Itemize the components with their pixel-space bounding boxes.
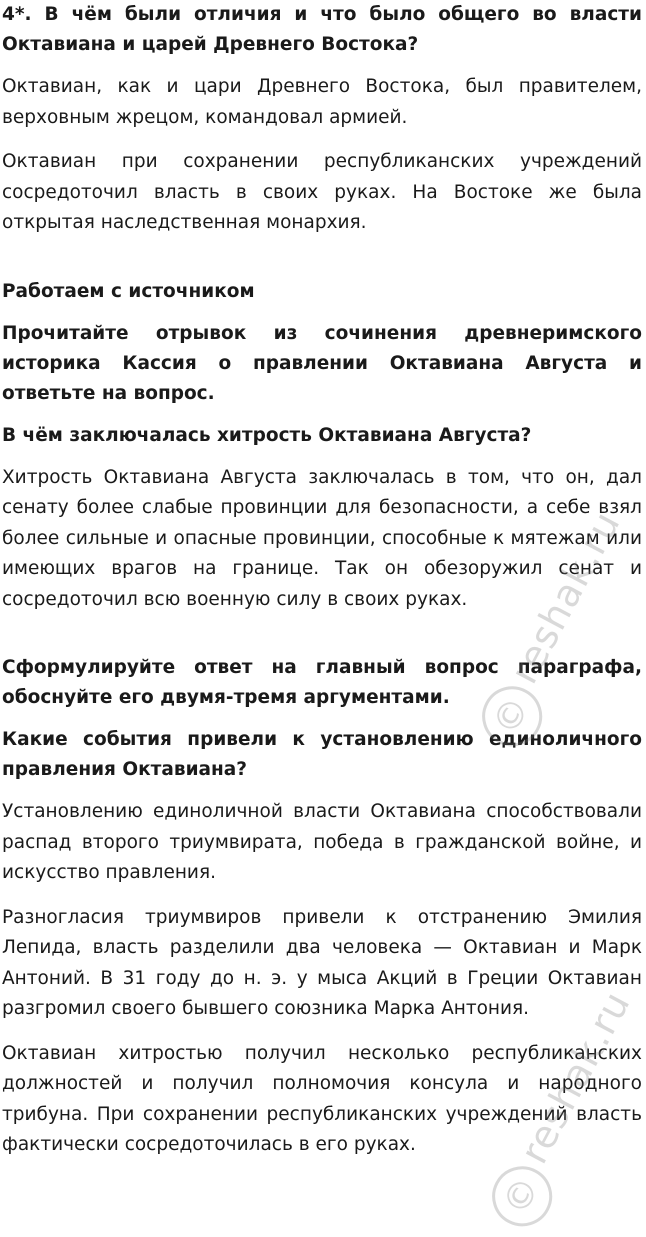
section-heading-source: Работаем с источником bbox=[2, 280, 255, 302]
main-answer-paragraph: Октавиан хитростью получил несколько республиканских должностей и получил полномочия консула и народного трибуна. При сохранении республиканских учреждений власть фактически сосредоточилась в его руках. bbox=[2, 1042, 642, 1155]
source-answer: Хитрость Октавиана Августа заключалась в том, что он, дал сенату более слабые провинции для безопасности, а себе взял более сильные и опасные провинции, способные к мятежам или имеющих врагов на границе. Так он обезоружил сенат и сосредоточил всю военную силу в своих руках. bbox=[2, 466, 642, 610]
main-answer-paragraph: Установлению единоличной власти Октавиана способствовали распад второго триумвирата, победа в гражданской войне, и искусство правления. bbox=[2, 801, 642, 883]
copyright-icon: © bbox=[471, 676, 552, 757]
watermark-text: reshak.ru bbox=[501, 503, 629, 691]
watermark-text: reshak.ru bbox=[511, 983, 639, 1171]
main-task: Сформулируйте ответ на главный вопрос параграфа, обоснуйте его двумя-тремя аргументами. bbox=[2, 657, 642, 708]
answer-paragraph: Октавиан при сохранении республиканских учреждений сосредоточил власть в своих руках. На Востоке же была открытая наследственная монархия. bbox=[2, 151, 642, 233]
answer-paragraph: Октавиан, как и цари Древнего Востока, был правителем, верховным жрецом, командовал армией. bbox=[2, 76, 642, 128]
source-question: В чём заключалась хитрость Октавиана Августа? bbox=[2, 424, 532, 446]
copyright-icon: © bbox=[481, 1156, 562, 1237]
source-task: Прочитайте отрывок из сочинения древнеримского историка Кассия о правлении Октавиана Августа и ответьте на вопрос. bbox=[2, 322, 642, 404]
main-question: Какие события привели к установлению единоличного правления Октавиана? bbox=[2, 729, 642, 780]
main-answer-paragraph: Разногласия триумвиров привели к отстранению Эмилия Лепида, власть разделили два человека — Октавиан и Марк Антоний. В 31 году до н. э. у мыса Акций в Греции Октавиан разгромил своего бывшего союзника Марка Антония. bbox=[2, 906, 642, 1019]
question-4: 4*. В чём были отличия и что было общего во власти Октавиана и царей Древнего Востока? bbox=[2, 4, 642, 55]
